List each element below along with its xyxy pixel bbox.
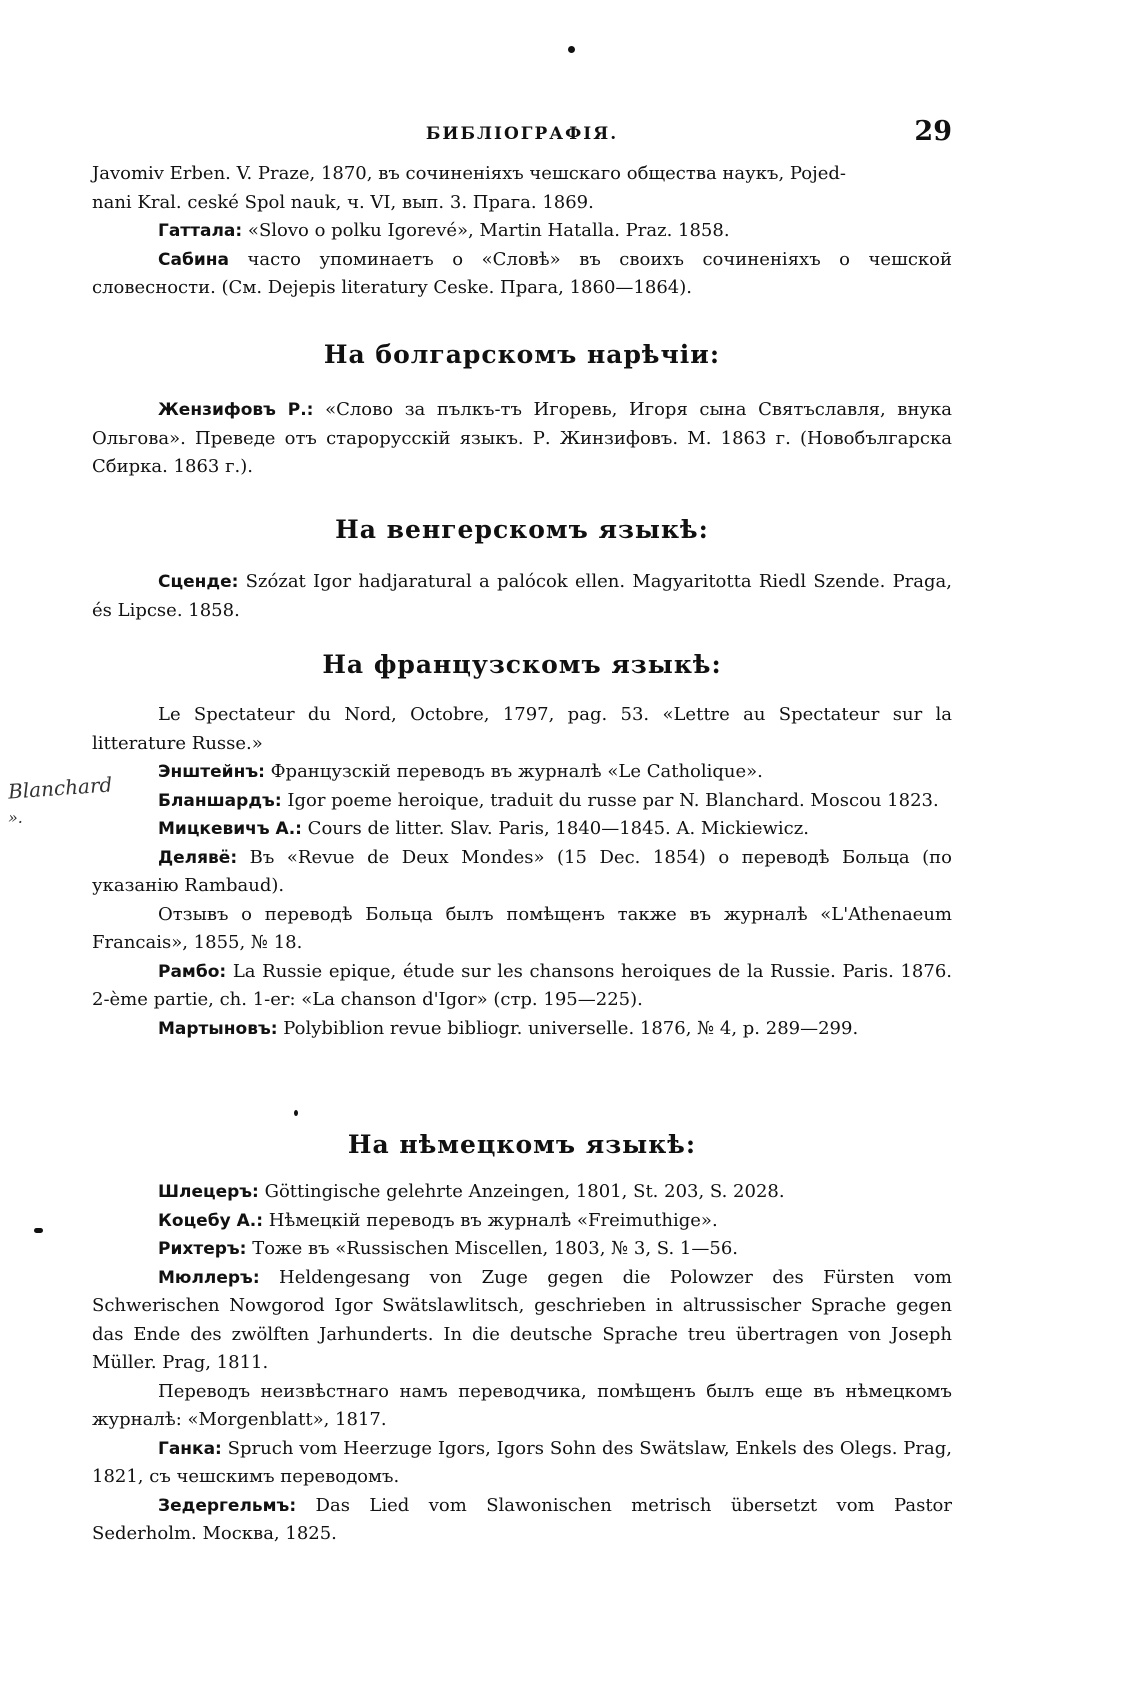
hungarian-block [92,568,952,625]
entry-text: Das Lied vom Slawonischen metrisch übersetzt vom Pastor Sederholm. Москва, 1825. [92,1494,952,1544]
page-header [92,116,952,150]
entry-text: Spruch vom Heerzuge Igors, Igors Sohn des Swätslaw, Enkels des Olegs. Prag, 1821, съ чешскимъ переводомъ. [92,1437,952,1487]
ink-speck [294,1110,298,1116]
entry-text: Нѣмецкій переводъ въ журналѣ «Freimuthige». [263,1209,718,1231]
entry-author: Бланшардъ: [158,790,282,811]
entry-text: Szózat Igor hadjaratural a palócok ellen. Magyaritotta Riedl Szende. Praga, és Lipcse. 1858. [92,571,952,621]
entry-author: Сценде: [158,572,239,592]
entry-author: Ганка: [158,1438,222,1459]
intro-line: nani Kral. ceské Spol nauk, ч. VI, вып. 3. Прага. 1869. [92,191,594,213]
entry-schlozer [92,1178,952,1207]
entry-richter [92,1235,952,1264]
entry-author: Коцебу А.: [158,1210,263,1231]
entry-text: Французскій переводъ въ журналѣ «Le Catholique». [264,761,763,782]
running-title: БИБЛІОГРАФІЯ. [425,124,619,144]
entry-zhenzifov [92,396,952,482]
section-heading-hungarian: На венгерскомъ языкѣ: [335,515,709,544]
margin-handwriting: Blanchard [7,772,113,804]
entry-delaveau [92,844,952,901]
entry-text: Igor poeme heroique, traduit du russe par N. Blanchard. Moscou 1823. [281,789,939,811]
entry-author: Рихтеръ: [158,1239,247,1259]
entry-author: Делявё: [158,847,238,868]
entry-text: Polybiblion revue bibliogr. universelle. 1876, № 4, p. 289—299. [277,1017,859,1039]
entry-author: Рамбо: [158,961,227,982]
intro-line: Javomiv Erben. V. Praze, 1870, въ сочиненіяхъ чешскаго общества наукъ, Pojed- [92,163,846,184]
entry-rambaud [92,958,952,1015]
entry-author: Зедергельмъ: [158,1495,297,1516]
entry-martynov [92,1015,952,1044]
entry-author: Мюллеръ: [158,1267,260,1288]
entry-gattala [92,217,952,246]
entry-text: часто упоминаетъ о «Словѣ» въ своихъ сочиненіяхъ о чешской словесности. (См. Dejepis literatury Ceske. Прага, 1860—1864). [92,248,952,298]
entry-text: «Slovo o polku Igorevé», Martin Hatalla. Praz. 1858. [242,220,730,241]
entry-blanchard [92,787,952,816]
entry-sederholm [92,1492,952,1549]
entry-athenaeum: Отзывъ о переводѣ Больца былъ помѣщенъ также въ журналѣ «L'Athenaeum Francais», 1855, № 18. [92,903,952,953]
entry-text: «Слово за пълкъ-тъ Игоревь, Игоря сына Святъславля, внука Ольгова». Преведе отъ старорусскій языкъ. Р. Жинзифовъ. М. 1863 г. (Новобългарска Сбирка. 1863 г.). [92,399,953,477]
french-block [92,701,952,1043]
ink-speck [568,46,575,53]
entry-author: Мартыновъ: [158,1018,278,1039]
entry-szende [92,568,952,625]
entry-author: Гаттала: [158,221,243,241]
entry-text: Göttingische gelehrte Anzeingen, 1801, St. 203, S. 2028. [258,1181,785,1202]
entry-author: Энштейнъ: [158,762,265,782]
entry-author: Жензифовъ Р.: [158,400,314,420]
entry-text: Въ «Revue de Deux Mondes» (15 Dec. 1854) о переводѣ Больца (по указанію Rambaud). [92,846,952,896]
ink-speck [34,1228,43,1233]
entry-text: Cours de litter. Slav. Paris, 1840—1845. A. Mickiewicz. [301,818,809,839]
intro-block [92,160,952,303]
entry-text: La Russie epique, étude sur les chansons heroiques de la Russie. Paris. 1876. 2-ème partie, ch. 1-er: «La chanson d'Igor» (стр. 195—225). [92,960,952,1010]
entry-morgenblatt: Переводъ неизвѣстнаго намъ переводчика, помѣщенъ былъ еще въ нѣмецкомъ журналѣ: «Morgenblatt», 1817. [92,1380,952,1430]
entry-sabina [92,246,952,303]
section-heading-german: На нѣмецкомъ языкѣ: [347,1130,697,1159]
entry-hanka [92,1435,952,1492]
entry-text: Heldengesang von Zuge gegen die Polowzer des Fürsten vom Schwerischen Nowgorod Igor Swätslawlitsch, geschrieben in altrussischer Sprache gegen das Ende des zwölften Jarhunderts. In die deutsche Sprache treu übertragen von Joseph Müller. Prag, 1811. [92,1266,952,1373]
entry-spectateur: Le Spectateur du Nord, Octobre, 1797, pag. 53. «Lettre au Spectateur sur la litterature Russe.» [92,704,952,754]
entry-text: Тоже въ «Russischen Miscellen, 1803, № 3, S. 1—56. [246,1238,739,1259]
section-heading-french: На французскомъ языкѣ: [322,650,722,679]
german-block [92,1178,952,1549]
entry-mickiewicz [92,815,952,844]
entry-author: Шлецеръ: [158,1182,259,1202]
bulgarian-block [92,396,952,482]
entry-kotzebue [92,1207,952,1236]
section-heading-bulgarian: На болгарскомъ нарѣчіи: [323,340,721,369]
page-number: 29 [914,116,952,147]
entry-einstein [92,758,952,787]
entry-author: Сабина [158,249,229,270]
entry-author: Мицкевичъ А.: [158,819,302,839]
entry-muller [92,1264,952,1378]
margin-handwriting: ». [8,808,23,827]
